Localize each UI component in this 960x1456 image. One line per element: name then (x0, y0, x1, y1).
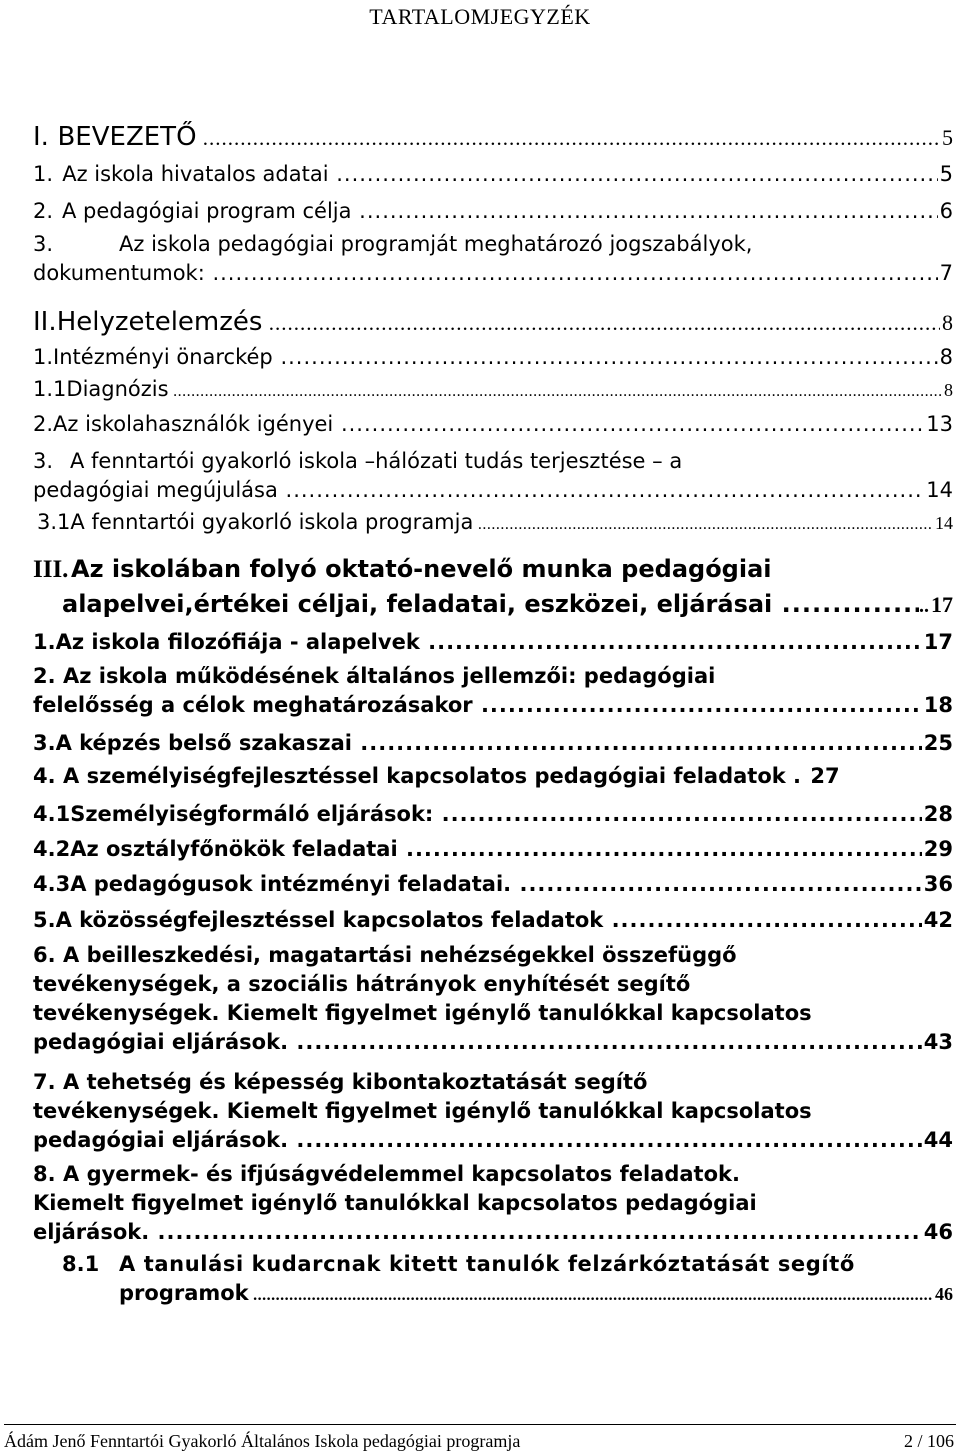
toc-entry-title: A beilleszkedési, magatartási nehézségekkel összefüggő (63, 943, 737, 967)
toc-entry-page: 5 (939, 162, 953, 186)
toc-entry-page: 44 (923, 1128, 953, 1152)
toc-entry-number: 4.1 (33, 802, 71, 826)
toc-entry-number: 1. (33, 345, 54, 369)
toc-entry[interactable] (33, 870, 953, 899)
toc-entry-title: Az iskola hivatalos adatai ..... (62, 160, 937, 189)
toc-entry-number: 1. (33, 162, 54, 186)
toc-entry-title-cont: alapelvei,értékei céljai, feladatai, eszközei, eljárásai ..... (62, 587, 919, 621)
page-footer (4, 1431, 954, 1452)
toc-entry-title: Az iskola működésének általános jellemzői: pedagógiai (63, 664, 716, 688)
toc-entry-title: Az osztályfőnökök feladatai ..... (70, 835, 922, 864)
toc-entry[interactable] (33, 343, 953, 372)
toc-entry-title: A tanulási kudarcnak kitett tanulók felzárkóztatását segítő (119, 1252, 855, 1276)
toc-entry-page: 8 (939, 345, 953, 369)
toc-entry[interactable] (33, 160, 953, 189)
toc-leader: .. (919, 595, 929, 617)
toc-entry-number: 2. (33, 412, 54, 436)
toc-entry-number: 7. (33, 1070, 56, 1094)
toc-entry-title: A pedagógiai program célja ..... (62, 197, 938, 226)
toc-entry-page: 46 (935, 1284, 953, 1304)
toc-entry[interactable] (33, 906, 953, 935)
toc-entry-page: 29 (923, 837, 953, 861)
toc-entry-page: 25 (923, 731, 953, 755)
toc-entry[interactable] (33, 941, 953, 1057)
toc-entry-number: 8.1 (62, 1252, 100, 1276)
toc-entry-title: Személyiségformáló eljárások: ..... (70, 800, 922, 829)
toc-entry-title: A fenntartói gyakorló iskola programja ..... (70, 508, 933, 539)
toc-entry-title: A közösségfejlesztéssel kapcsolatos feladatok ..... (56, 906, 922, 935)
toc-entry[interactable] (33, 762, 953, 791)
toc-entry-page: 28 (923, 802, 953, 826)
toc-entry-title-cont: pedagógiai megújulása ..... (33, 476, 924, 505)
toc-entry-page: 5 (942, 125, 953, 150)
toc-entry-title-cont: programok ..... (119, 1279, 933, 1310)
toc-entry-number: III. (33, 556, 69, 583)
toc-entry-title: Az iskola filozófiája - alapelvek ..... (56, 628, 922, 657)
toc-entry-page: 18 (923, 693, 953, 717)
toc-entry-title-cont: tevékenységek, a szociális hátrányok enyhítését segítő (33, 972, 691, 996)
toc-entry[interactable] (33, 197, 953, 226)
toc-entry-title: A fenntartói gyakorló iskola –hálózati tudás terjesztése – a (70, 449, 683, 473)
footer-divider (4, 1424, 956, 1425)
toc-entry-title: Intézményi önarckép ..... (53, 343, 938, 372)
toc-entry-title-cont: eljárások. ..... (33, 1218, 922, 1247)
toc-entry-number: I. (33, 122, 49, 152)
toc-entry-number: 4.2 (33, 837, 71, 861)
toc-entry-number: 2. (33, 199, 54, 223)
toc-entry-title: Diagnózis ..... (66, 375, 942, 406)
toc-entry-page: 14 (926, 478, 953, 502)
toc-entry-number: 3. (33, 232, 54, 256)
toc-entry-title: Az iskolában folyó oktató-nevelő munka pedagógiai (71, 555, 772, 583)
toc-entry-number: 2. (33, 664, 56, 688)
toc-entry-page: 17 (931, 592, 953, 617)
toc-entry[interactable] (33, 306, 953, 339)
document-title: TARTALOMJEGYZÉK (369, 4, 591, 29)
toc-entry[interactable] (33, 1068, 953, 1155)
toc-entry-page: 42 (923, 908, 953, 932)
toc-entry[interactable] (33, 628, 953, 657)
toc-entry-number: 1. (33, 630, 56, 654)
toc-entry[interactable] (33, 1160, 953, 1247)
toc-entry-page: 17 (923, 630, 953, 654)
toc-entry-number: 1.1 (33, 377, 67, 401)
toc-entry[interactable] (33, 121, 953, 154)
toc-entry[interactable] (37, 508, 953, 539)
toc-entry-title: A személyiségfejlesztéssel kapcsolatos pedagógiai feladatok (63, 764, 786, 788)
toc-entry-page: 8 (944, 380, 953, 400)
toc-entry-title-cont: pedagógiai eljárások. ..... (33, 1126, 922, 1155)
toc-leader: . (785, 764, 809, 788)
toc-entry-title-cont: felelősség a célok meghatározásakor ..... (33, 691, 922, 720)
toc-entry-page: 14 (935, 513, 953, 533)
toc-entry-number: 3. (33, 731, 56, 755)
toc-entry-title: A gyermek- és ifjúságvédelemmel kapcsolatos feladatok. (63, 1162, 740, 1186)
toc-entry-number: 8. (33, 1162, 56, 1186)
toc-entry-title: Az iskola pedagógiai programját meghatározó jogszabályok, (119, 232, 753, 256)
toc-entry-page: 8 (942, 310, 953, 335)
toc-entry-title: A tehetség és képesség kibontakoztatását segítő (63, 1070, 648, 1094)
toc-entry[interactable] (33, 800, 953, 829)
toc-entry[interactable] (33, 410, 953, 439)
toc-entry-number: 6. (33, 943, 56, 967)
toc-entry-title: Helyzetelemzés ..... (57, 306, 940, 339)
toc-entry-page: 43 (923, 1030, 953, 1054)
toc-entry-page: 6 (939, 199, 953, 223)
toc-entry[interactable] (33, 662, 953, 720)
toc-entry[interactable] (33, 835, 953, 864)
toc-entry-title-cont: dokumentumok: ..... (33, 259, 938, 288)
toc-entry-page: 36 (923, 872, 953, 896)
toc-entry-title-cont: tevékenységek. Kiemelt figyelmet igénylő tanulókkal kapcsolatos (33, 1099, 812, 1123)
toc-entry[interactable] (33, 552, 953, 623)
toc-entry-page: 7 (939, 261, 953, 285)
toc-entry-title: BEVEZETŐ ..... (57, 121, 940, 154)
toc-entry-number: 3.1 (37, 510, 71, 534)
toc-entry-title: A pedagógusok intézményi feladatai. ..... (70, 870, 922, 899)
toc-entry-title-cont: tevékenységek. Kiemelt figyelmet igénylő tanulókkal kapcsolatos (33, 1001, 812, 1025)
footer-document-name: Ádám Jenő Fenntartói Gyakorló Általános Iskola pedagógiai programja (4, 1431, 521, 1451)
toc-entry[interactable] (33, 375, 953, 406)
toc-entry-number: 4.3 (33, 872, 71, 896)
toc-entry-number: 3. (33, 449, 54, 473)
toc-entry[interactable] (33, 729, 953, 758)
toc-entry-page: 27 (810, 764, 840, 788)
toc-entry-title: A képzés belső szakaszai ..... (56, 729, 922, 758)
toc-entry[interactable] (33, 230, 953, 288)
toc-entry-title-cont: Kiemelt figyelmet igénylő tanulókkal kapcsolatos pedagógiai (33, 1191, 757, 1215)
toc-entry-title: Az iskolahasználók igényei ..... (53, 410, 924, 439)
toc-entry-number: 4. (33, 764, 56, 788)
toc-entry[interactable] (33, 447, 953, 505)
toc-entry-number: 5. (33, 908, 56, 932)
toc-entry-page: 13 (926, 412, 953, 436)
toc-entry[interactable] (62, 1250, 953, 1310)
footer-page-number: 2 / 106 (903, 1431, 954, 1451)
toc-entry-number: II. (33, 307, 57, 337)
toc-entry-page: 46 (923, 1220, 953, 1244)
toc-entry-title-cont: pedagógiai eljárások. ..... (33, 1028, 922, 1057)
